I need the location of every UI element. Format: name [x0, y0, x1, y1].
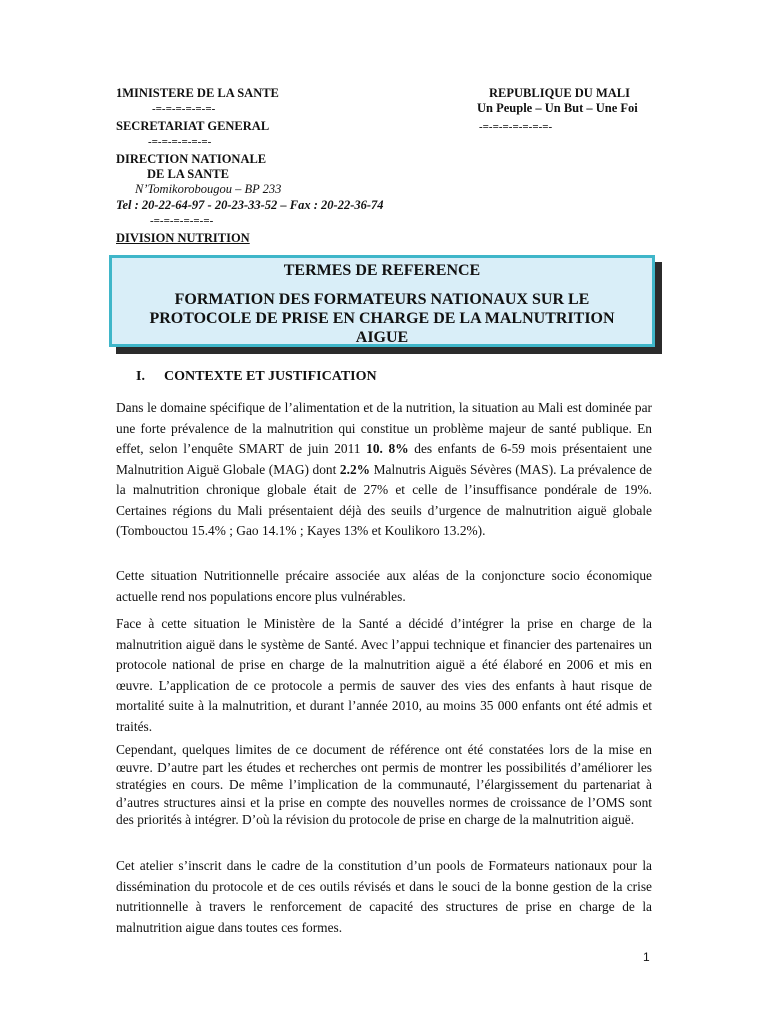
page-number: 1 — [643, 950, 650, 964]
republic-name: REPUBLIQUE DU MALI — [489, 86, 630, 100]
paragraph-2: Cette situation Nutritionnelle précaire associée aux aléas de la conjoncture socio économique actuelle rend nos populations encore plus vulnérables. — [116, 568, 652, 604]
document-type-title: TERMES DE REFERENCE — [283, 262, 481, 279]
separator: -=-=-=-=-=-=- — [152, 103, 216, 115]
contact-phone: Tel : 20-22-64-97 - 20-23-33-52 – Fax : 20-22-36-74 — [116, 198, 384, 212]
address: N’Tomikorobougou – BP 233 — [135, 182, 282, 196]
paragraph-4: Cependant, quelques limites de ce document de référence ont été constatées lors de la mise en œuvre. D’autre part les études et recherches ont permis de montrer les possibilités d’améliorer les stratégies en cours. De même l’implication de la communauté, l’élargissement du partenariat à d’autres structures ainsi et la prise en compte des nouvelles normes de croissance de l’OMS sont des priorités à intégrer. D’où la révision du protocole de prise en charge de la malnutrition aiguë. — [116, 742, 652, 827]
paragraph-5: Cet atelier s’inscrit dans le cadre de la constitution d’un pools de Formateurs nationaux pour la dissémination du protocole et de ces outils révisés et dans le souci de la bonne gestion de la crise nutritionnelle à travers le renforcement de capacité des structures de prise en charge de la malnutrition aigue dans toutes ces formes. — [116, 858, 652, 935]
mas-rate: 2.2% — [339, 461, 371, 477]
section-heading — [136, 369, 377, 385]
document-subject — [112, 290, 652, 347]
section-title: CONTEXTE ET JUSTIFICATION — [163, 369, 377, 384]
section-number: I. — [136, 369, 145, 384]
paragraph-1 — [116, 398, 652, 542]
separator: -=-=-=-=-=-=-=- — [479, 121, 553, 133]
secretariat-name: SECRETARIAT GENERAL — [116, 119, 270, 133]
subject-line-1: FORMATION DES FORMATEURS NATIONAUX SUR LE — [174, 291, 590, 308]
direction-name-line2: DE LA SANTE — [147, 167, 229, 181]
paragraph-1-text-a: Dans le domaine spécifique de l’alimentation et de la nutrition, la situation au Mali est dominée par une forte prévalence de la malnutrition qui constitue un problème majeur de santé publique. En effet, selon l’enquête SMART de juin 2011 — [116, 400, 652, 456]
ministry-name: 1MINISTERE DE LA SANTE — [116, 86, 279, 100]
subject-line-3: AIGUE — [355, 329, 409, 346]
subject-line-2: PROTOCOLE DE PRISE EN CHARGE DE LA MALNUTRITION — [149, 310, 615, 327]
paragraph-1-text-b: des enfants de 6-59 mois présentaient une Malnutrition Aiguë Globale (MAG) dont — [116, 441, 653, 477]
paragraph-1-text-c: Malnutris Aiguës Sévères (MAS). La prévalence de la malnutrition chronique globale était de 27% et celle de l’insuffisance pondérale de 19%. Certaines régions du Mali présentaient déjà des seuils d’urgence de malnutrition aiguë globale (Tombouctou 15.4% ; Gao 14.1% ; Kayes 13% et Koulikoro 13.2%). — [116, 461, 652, 538]
mag-rate: 10. 8% — [366, 441, 409, 456]
division-name: DIVISION NUTRITION — [116, 231, 250, 245]
title-banner — [109, 255, 655, 347]
separator: -=-=-=-=-=-=- — [148, 136, 212, 148]
paragraph-3: Face à cette situation le Ministère de la Santé a décidé d’intégrer la prise en charge de la malnutrition aiguë dans le système de Santé. Avec l’appui technique et financier des partenaires un protocole national de prise en charge de la malnutrition aiguë a été élaboré en 2006 et mis en œuvre. L’application de ce protocole a permis de sauver des vies des enfants à haut risque de mortalité suite à la malnutrition, et durant l’année 2010, au moins 35 000 enfants ont été admis et traités. — [116, 616, 652, 734]
national-motto: Un Peuple – Un But – Une Foi — [477, 101, 638, 115]
direction-name-line1: DIRECTION NATIONALE — [116, 152, 267, 166]
separator: -=-=-=-=-=-=- — [150, 215, 214, 227]
